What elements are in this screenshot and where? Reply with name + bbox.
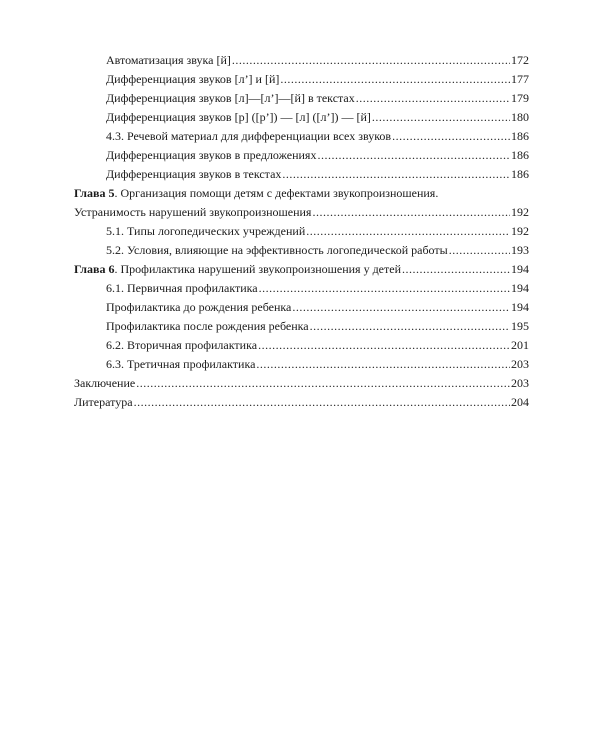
toc-entry: [74, 89, 529, 108]
toc-entry-title: Заключение: [74, 376, 136, 390]
toc-entry: [74, 355, 529, 374]
leader-dots: [232, 51, 510, 70]
toc-entry-page: 192: [511, 205, 529, 219]
leader-dots: [134, 393, 510, 412]
toc-entry-title: 6.1. Первичная профилактика: [106, 281, 258, 295]
toc-entry: [74, 336, 529, 355]
toc-entry: [74, 241, 529, 260]
toc-entry-title: 6.2. Вторичная профилактика: [106, 338, 258, 352]
toc-entry-title: Литература: [74, 395, 133, 409]
toc-entry-page: 186: [511, 129, 529, 143]
leader-dots: [402, 260, 510, 279]
toc-entry: [74, 127, 529, 146]
toc-entry-page: 186: [511, 167, 529, 181]
toc-entry-title: Дифференциация звуков в предложениях: [106, 148, 317, 162]
leader-dots: [136, 374, 510, 393]
toc-entry-page: 203: [511, 376, 529, 390]
toc-entry-title: Профилактика после рождения ребенка: [106, 319, 309, 333]
toc-entry-page: 201: [511, 338, 529, 352]
toc-entry-title: 6.3. Третичная профилактика: [106, 357, 256, 371]
toc-entry: [74, 222, 529, 241]
toc-entry-page: 192: [511, 224, 529, 238]
leader-dots: [282, 165, 510, 184]
toc-entry-title: Устранимость нарушений звукопроизношения: [74, 205, 312, 219]
toc-entry-page: 194: [511, 262, 529, 276]
toc-chapter-5: [74, 184, 529, 222]
toc-entry-page: 179: [511, 91, 529, 105]
toc-entry: [74, 70, 529, 89]
leader-dots: [317, 146, 510, 165]
leader-dots: [312, 203, 510, 222]
toc-entry-page: 203: [511, 357, 529, 371]
toc-entry: [74, 317, 529, 336]
leader-dots: [306, 222, 510, 241]
toc-entry-title: Дифференциация звуков [р] ([р’]) — [л] ([л’]) — [й]: [106, 110, 371, 124]
leader-dots: [310, 317, 510, 336]
toc-entry: [74, 393, 529, 412]
toc-entry-title: 5.2. Условия, влияющие на эффективность логопедической работы: [106, 243, 448, 257]
toc-entry: [74, 298, 529, 317]
table-of-contents: [74, 51, 529, 412]
chapter-title-text: . Профилактика нарушений звукопроизношения у детей: [114, 262, 401, 276]
toc-entry-page: 193: [511, 243, 529, 257]
toc-entry-page: 177: [511, 72, 529, 86]
leader-dots: [292, 298, 510, 317]
toc-entry-page: 194: [511, 300, 529, 314]
toc-entry-title: Автоматизация звука [й]: [106, 53, 231, 67]
chapter-title-line: [74, 203, 529, 222]
leader-dots: [372, 108, 510, 127]
leader-dots: [256, 355, 510, 374]
toc-entry: [74, 108, 529, 127]
toc-entry: [74, 146, 529, 165]
leader-dots: [392, 127, 510, 146]
chapter-label: Глава 6: [74, 262, 115, 276]
toc-chapter-6: [74, 260, 529, 279]
toc-entry-title: 5.1. Типы логопедических учреждений: [106, 224, 306, 238]
leader-dots: [259, 279, 510, 298]
leader-dots: [356, 89, 510, 108]
toc-entry-title: Дифференциация звуков [л’] и [й]: [106, 72, 280, 86]
toc-entry: [74, 374, 529, 393]
toc-entry-title: Дифференциация звуков в текстах: [106, 167, 282, 181]
leader-dots: [449, 241, 510, 260]
toc-entry: [74, 165, 529, 184]
leader-dots: [258, 336, 510, 355]
toc-entry-title: 4.3. Речевой материал для дифференциации всех звуков: [106, 129, 392, 143]
toc-entry: [74, 279, 529, 298]
toc-entry-title: Профилактика до рождения ребенка: [106, 300, 292, 314]
chapter-title-line: [74, 260, 401, 279]
toc-entry: [74, 51, 529, 70]
chapter-label: Глава 5: [74, 186, 115, 200]
chapter-title-text: . Организация помощи детям с дефектами звукопроизношения.: [114, 186, 439, 200]
toc-entry-page: 195: [511, 319, 529, 333]
toc-entry-page: 194: [511, 281, 529, 295]
toc-entry-page: 180: [511, 110, 529, 124]
chapter-title-line: [74, 184, 529, 203]
leader-dots: [280, 70, 510, 89]
toc-entry-page: 204: [511, 395, 529, 409]
toc-entry-page: 186: [511, 148, 529, 162]
toc-entry-page: 172: [511, 53, 529, 67]
toc-entry-title: Дифференциация звуков [л]—[л’]—[й] в текстах: [106, 91, 355, 105]
